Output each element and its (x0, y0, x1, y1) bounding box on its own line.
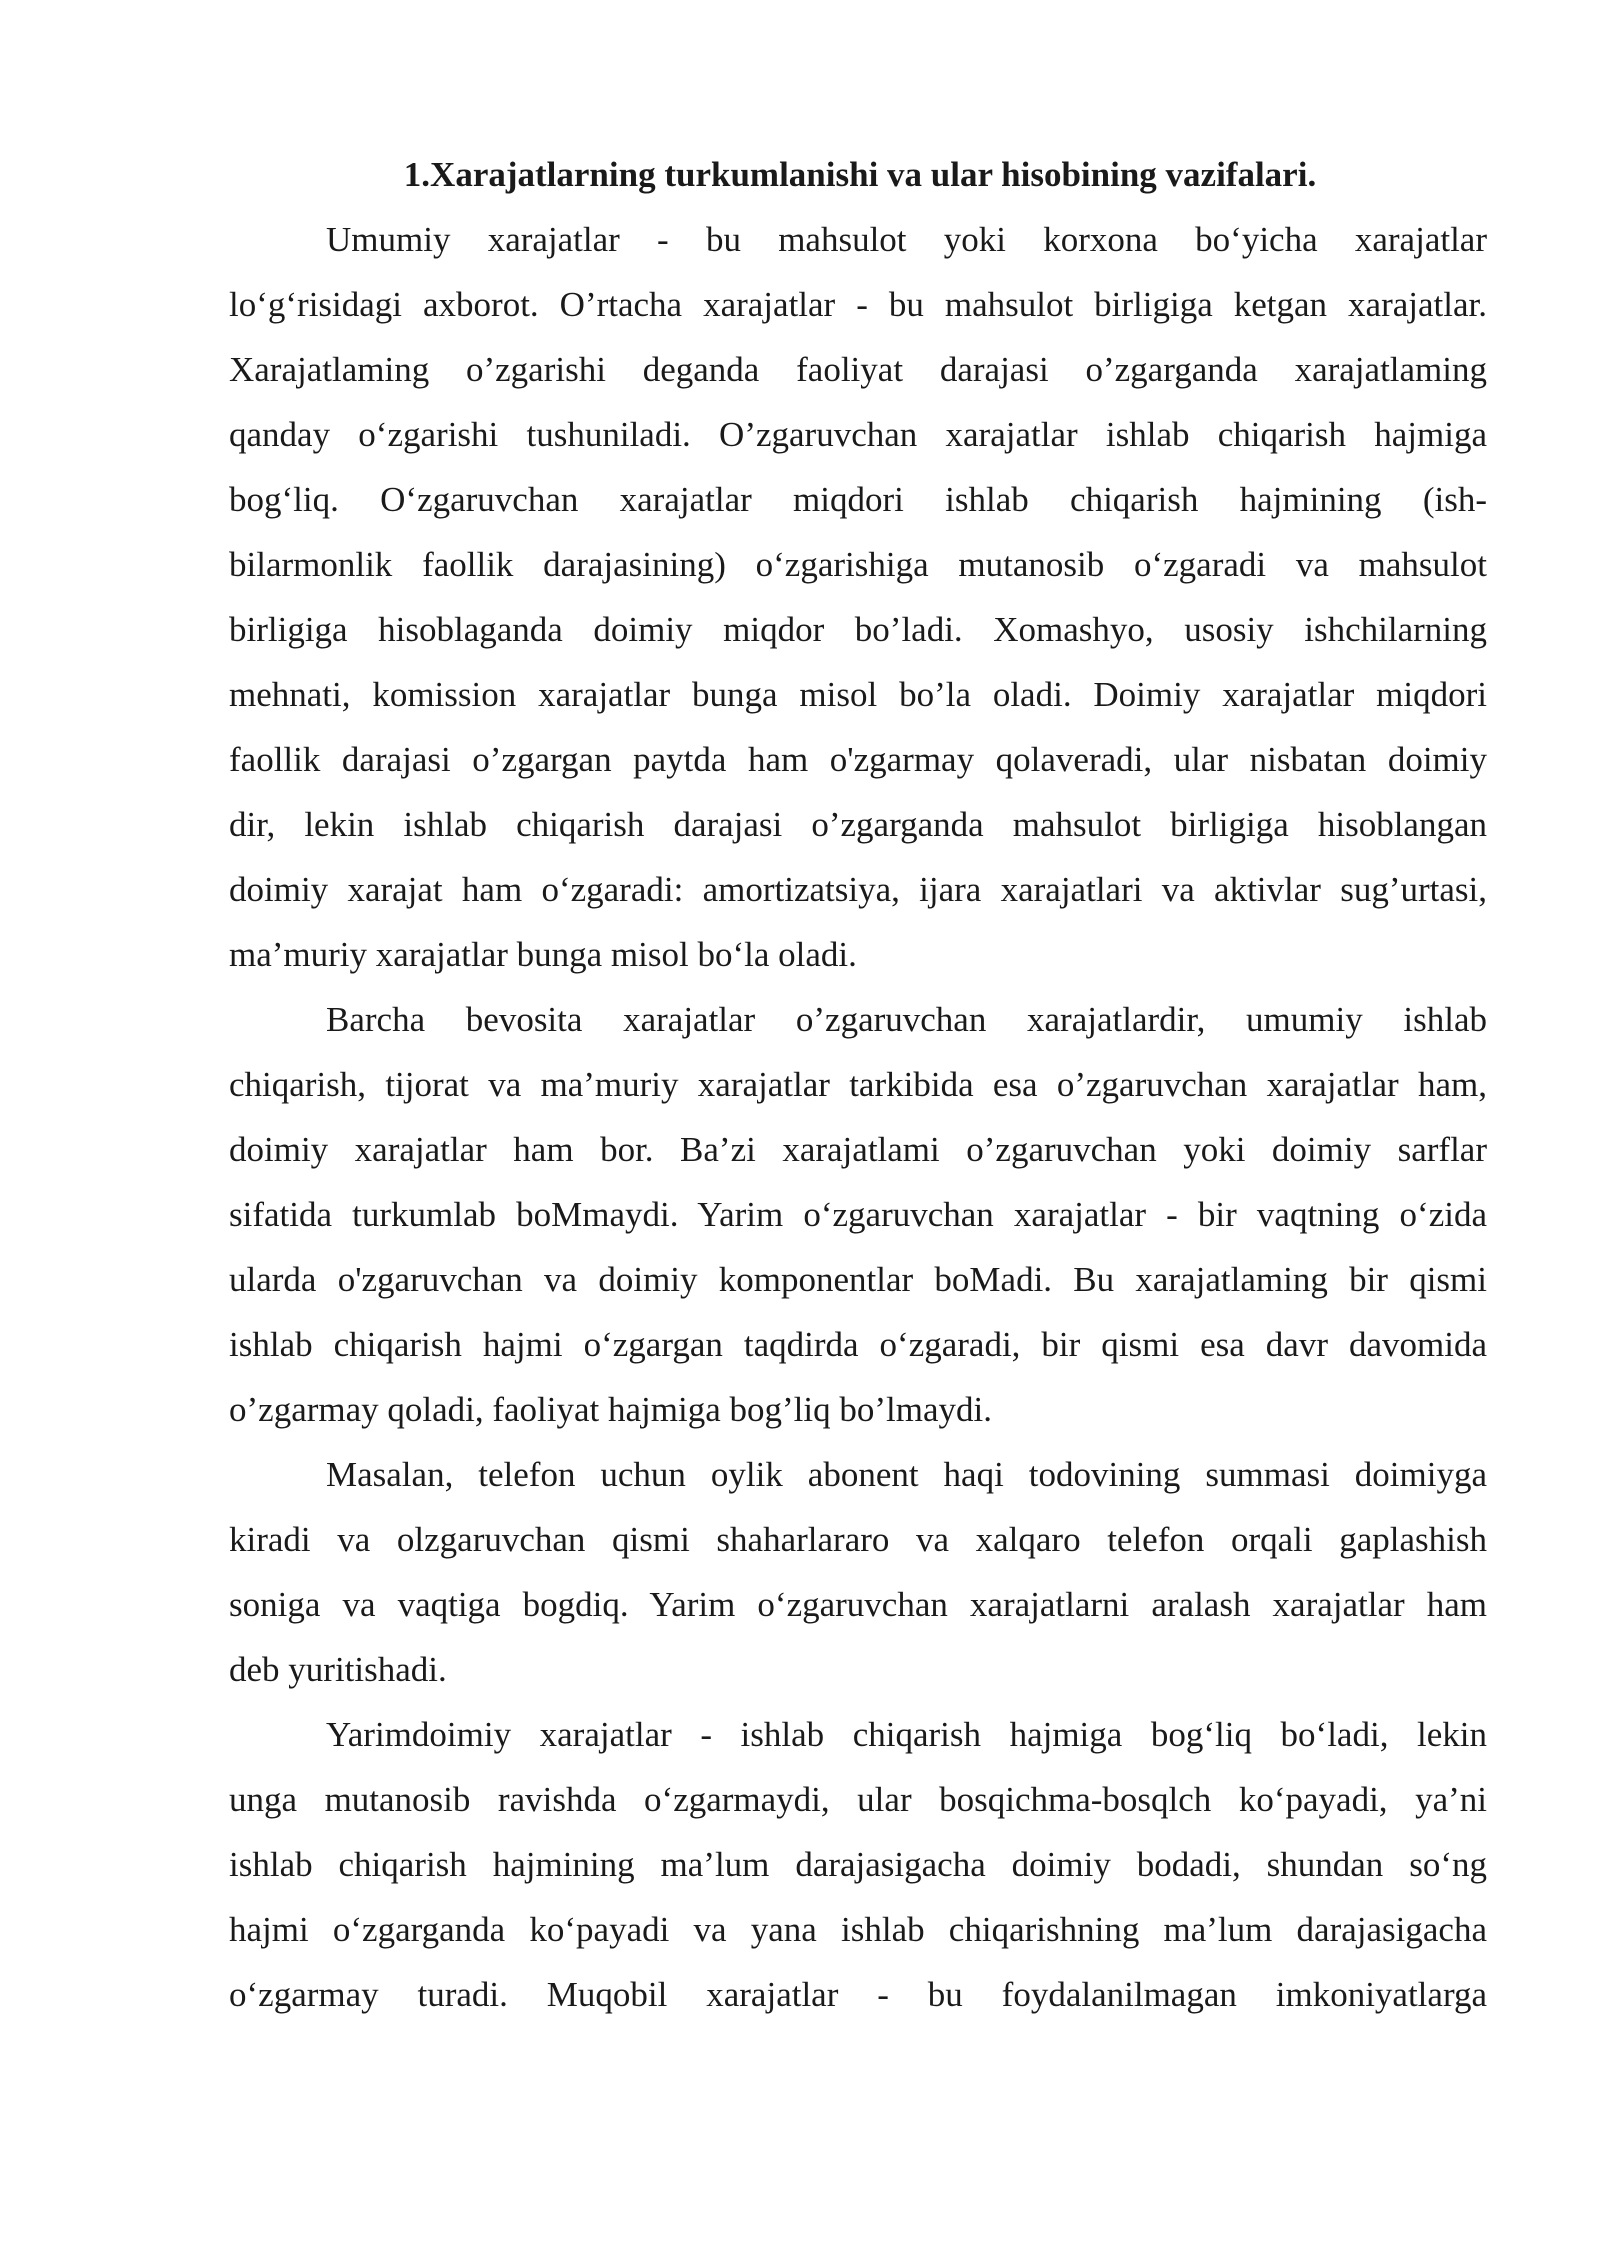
paragraph-line: Barcha bevosita xarajatlar o’zgaruvchan xarajatlardir, umumiy ishlab (326, 1000, 1487, 1039)
paragraph-line: birligiga hisoblaganda doimiy miqdor bo’ladi. Xomashyo, usosiy ishchilarning (229, 610, 1487, 649)
paragraph-line: soniga va vaqtiga bogdiq. Yarim o‘zgaruvchan xarajatlarni aralash xarajatlar ham (229, 1585, 1487, 1624)
paragraph-line: Xarajatlaming o’zgarishi deganda faoliyat darajasi o’zgarganda xarajatlaming (229, 350, 1487, 389)
paragraph-line: o‘zgarmay turadi. Muqobil xarajatlar - bu foydalanilmagan imkoniyatlarga (229, 1975, 1487, 2014)
paragraph-line: hajmi o‘zgarganda ko‘payadi va yana ishlab chiqarishning ma’lum darajasigacha (229, 1910, 1487, 1949)
paragraph-line: lo‘g‘risidagi axborot. O’rtacha xarajatlar - bu mahsulot birligiga ketgan xarajatlar. (229, 285, 1487, 324)
paragraph-line: bog‘liq. O‘zgaruvchan xarajatlar miqdori ishlab chiqarish hajmining (ish- (229, 480, 1487, 519)
paragraph-line: ishlab chiqarish hajmining ma’lum darajasigacha doimiy bodadi, shundan so‘ng (229, 1845, 1487, 1884)
paragraph-line: doimiy xarajatlar ham bor. Ba’zi xarajatlami o’zgaruvchan yoki doimiy sarflar (229, 1130, 1487, 1169)
paragraph-line: ularda o'zgaruvchan va doimiy komponentlar boMadi. Bu xarajatlaming bir qismi (229, 1260, 1487, 1299)
paragraph-line: ishlab chiqarish hajmi o‘zgargan taqdirda o‘zgaradi, bir qismi esa davr davomida (229, 1325, 1487, 1364)
paragraph-line: o’zgarmay qoladi, faoliyat hajmiga bog’liq bo’lmaydi. (229, 1390, 992, 1429)
paragraph-line: qanday o‘zgarishi tushuniladi. O’zgaruvchan xarajatlar ishlab chiqarish hajmiga (229, 415, 1487, 454)
paragraph-line: Masalan, telefon uchun oylik abonent haqi todovining summasi doimiyga (326, 1455, 1487, 1494)
paragraph-line: ma’muriy xarajatlar bunga misol bo‘la oladi. (229, 935, 857, 974)
paragraph-line: Umumiy xarajatlar - bu mahsulot yoki korxona bo‘yicha xarajatlar (326, 220, 1487, 259)
paragraph-line: deb yuritishadi. (229, 1650, 447, 1689)
paragraph-line: kiradi va olzgaruvchan qismi shaharlararo va xalqaro telefon orqali gaplashish (229, 1520, 1487, 1559)
paragraph-line: chiqarish, tijorat va ma’muriy xarajatlar tarkibida esa o’zgaruvchan xarajatlar ham, (229, 1065, 1487, 1104)
paragraph-line: bilarmonlik faollik darajasining) o‘zgarishiga mutanosib o‘zgaradi va mahsulot (229, 545, 1487, 584)
paragraph-line: doimiy xarajat ham o‘zgaradi: amortizatsiya, ijara xarajatlari va aktivlar sug’urtasi, (229, 870, 1487, 909)
paragraph-line: unga mutanosib ravishda o‘zgarmaydi, ular bosqichma-bosqlch ko‘payadi, ya’ni (229, 1780, 1487, 1819)
paragraph-line: mehnati, komission xarajatlar bunga misol bo’la oladi. Doimiy xarajatlar miqdori (229, 675, 1487, 714)
paragraph-line: Yarimdoimiy xarajatlar - ishlab chiqarish hajmiga bog‘liq bo‘ladi, lekin (326, 1715, 1487, 1754)
paragraph-line: dir, lekin ishlab chiqarish darajasi o’zgarganda mahsulot birligiga hisoblangan (229, 805, 1487, 844)
paragraph-line: faollik darajasi o’zgargan paytda ham o'zgarmay qolaveradi, ular nisbatan doimiy (229, 740, 1487, 779)
paragraph-line: sifatida turkumlab boMmaydi. Yarim o‘zgaruvchan xarajatlar - bir vaqtning o‘zida (229, 1195, 1487, 1234)
document-heading: 1.Xarajatlarning turkumlanishi va ular hisobining vazifalari. (403, 155, 1317, 194)
